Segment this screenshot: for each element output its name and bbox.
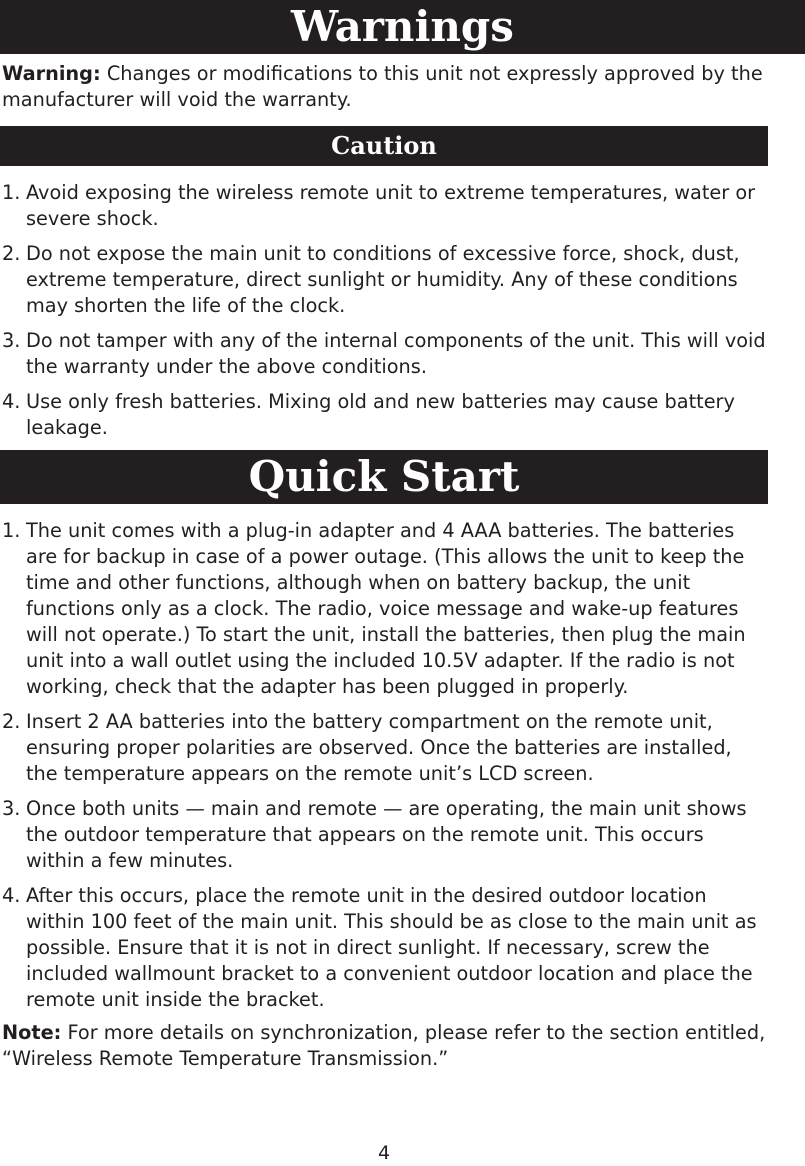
page-number: 4 bbox=[377, 1142, 391, 1164]
note-label: Note: bbox=[2, 1021, 62, 1044]
item-text: Do not tamper with any of the internal components of the unit. This will void the warranty under the above conditions. bbox=[26, 329, 766, 378]
warning-text: Changes or modifications to this unit not expressly approved by the manufacturer will void the warranty. bbox=[2, 62, 763, 111]
item-number: 1. bbox=[2, 181, 21, 204]
list-item bbox=[0, 389, 768, 441]
list-item bbox=[0, 796, 768, 874]
item-text: Use only fresh batteries. Mixing old and new batteries may cause battery leakage. bbox=[26, 390, 735, 439]
item-number: 1. bbox=[2, 519, 21, 542]
note-text: For more details on synchronization, please refer to the section entitled, “Wireless Remote Temperature Transmission.” bbox=[2, 1021, 766, 1070]
list-item bbox=[0, 180, 768, 232]
item-text: Avoid exposing the wireless remote unit to extreme temperatures, water or severe shock. bbox=[26, 181, 756, 230]
list-item bbox=[0, 883, 768, 1013]
item-number: 3. bbox=[2, 329, 21, 352]
list-item bbox=[0, 709, 768, 787]
item-number: 2. bbox=[2, 242, 21, 265]
item-number: 4. bbox=[2, 884, 21, 907]
quick-start-heading: Quick Start bbox=[0, 450, 768, 504]
item-number: 3. bbox=[2, 797, 21, 820]
item-text: Once both units — main and remote — are operating, the main unit shows the outdoor temperature that appears on the remote unit. This occurs within a few minutes. bbox=[26, 797, 747, 872]
item-text: The unit comes with a plug-in adapter and 4 AAA batteries. The batteries are for backup in case of a power outage. (This allows the unit to keep the time and other functions, although when on battery backup, the unit functions only as a clock. The radio, voice message and wake-up features will not operate.) To start the unit, install the batteries, then plug the main unit into a wall outlet using the included 10.5V adapter. If the radio is not working, check that the adapter has been plugged in properly. bbox=[26, 519, 746, 698]
warnings-heading: Warnings bbox=[0, 0, 805, 54]
item-number: 2. bbox=[2, 710, 21, 733]
item-text: After this occurs, place the remote unit in the desired outdoor location within 100 feet of the main unit. This should be as close to the main unit as possible. Ensure that it is not in direct sunlight. If necessary, screw the included wallmount bracket to a convenient outdoor location and place the remote unit inside the bracket. bbox=[26, 884, 757, 1011]
item-number: 4. bbox=[2, 390, 21, 413]
list-item bbox=[0, 518, 768, 700]
list-item bbox=[0, 241, 768, 319]
note-paragraph bbox=[2, 1020, 767, 1072]
warning-paragraph bbox=[2, 61, 767, 113]
caution-heading: Caution bbox=[0, 126, 768, 166]
warning-label: Warning: bbox=[2, 62, 101, 85]
caution-list bbox=[0, 180, 768, 450]
item-text: Do not expose the main unit to conditions of excessive force, shock, dust, extreme temperature, direct sunlight or humidity. Any of these conditions may shorten the life of the clock. bbox=[26, 242, 740, 317]
item-text: Insert 2 AA batteries into the battery compartment on the remote unit, ensuring proper polarities are observed. Once the batteries are installed, the temperature appears on the remote unit’s LCD screen. bbox=[26, 710, 732, 785]
list-item bbox=[0, 328, 768, 380]
quick-start-list bbox=[0, 518, 768, 1022]
